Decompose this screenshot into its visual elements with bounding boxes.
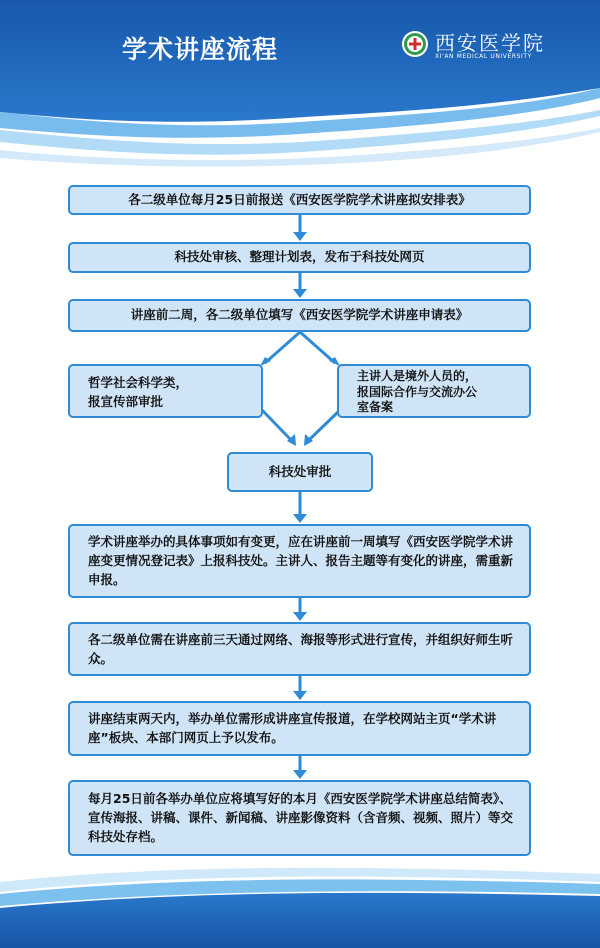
step-social-science-approval bbox=[68, 364, 263, 418]
step-submit-schedule: 各二级单位每月25日前报送《西安医学院学术讲座拟安排表》 bbox=[68, 185, 531, 215]
step-archive-materials: 每月25日前各举办单位应将填写好的本月《西安医学院学术讲座总结简表》、宣传海报、讲稿、课件、新闻稿、讲座影像资料（含音频、视频、照片）等交科技处存档。 bbox=[68, 780, 531, 856]
step-review-publish: 科技处审核、整理计划表，发布于科技处网页 bbox=[68, 242, 531, 273]
step-tech-office-approval: 科技处审批 bbox=[227, 452, 373, 492]
step-fill-application: 讲座前二周，各二级单位填写《西安医学院学术讲座申请表》 bbox=[68, 299, 531, 332]
step-promotion: 各二级单位需在讲座前三天通过网络、海报等形式进行宣传，并组织好师生听众。 bbox=[68, 622, 531, 676]
header-banner bbox=[0, 0, 600, 170]
step-post-report: 讲座结束两天内，举办单位需形成讲座宣传报道，在学校网站主页“学术讲座”板块、本部门网页上予以发布。 bbox=[68, 701, 531, 756]
step-line: 主讲人是境外人员的， bbox=[357, 369, 478, 384]
step-line: 报国际合作与交流办公 bbox=[357, 384, 478, 399]
step-change-registration: 学术讲座举办的具体事项如有变更，应在讲座前一周填写《西安医学院学术讲座变更情况登记表》上报科技处。主讲人、报告主题等有变化的讲座，需重新申报。 bbox=[68, 524, 531, 598]
step-line: 哲学社会科学类， bbox=[88, 374, 189, 390]
university-emblem-icon bbox=[401, 30, 429, 58]
page-title: 学术讲座流程 bbox=[122, 35, 279, 64]
logo-english-name: XI'AN MEDICAL UNIVERSITY bbox=[435, 53, 532, 60]
logo-chinese-name: 西安医学院 bbox=[435, 31, 545, 55]
step-line: 报宣传部审批 bbox=[88, 393, 164, 409]
step-line: 室备案 bbox=[357, 400, 394, 415]
step-foreign-speaker-filing bbox=[337, 364, 531, 418]
footer-banner bbox=[0, 860, 600, 948]
